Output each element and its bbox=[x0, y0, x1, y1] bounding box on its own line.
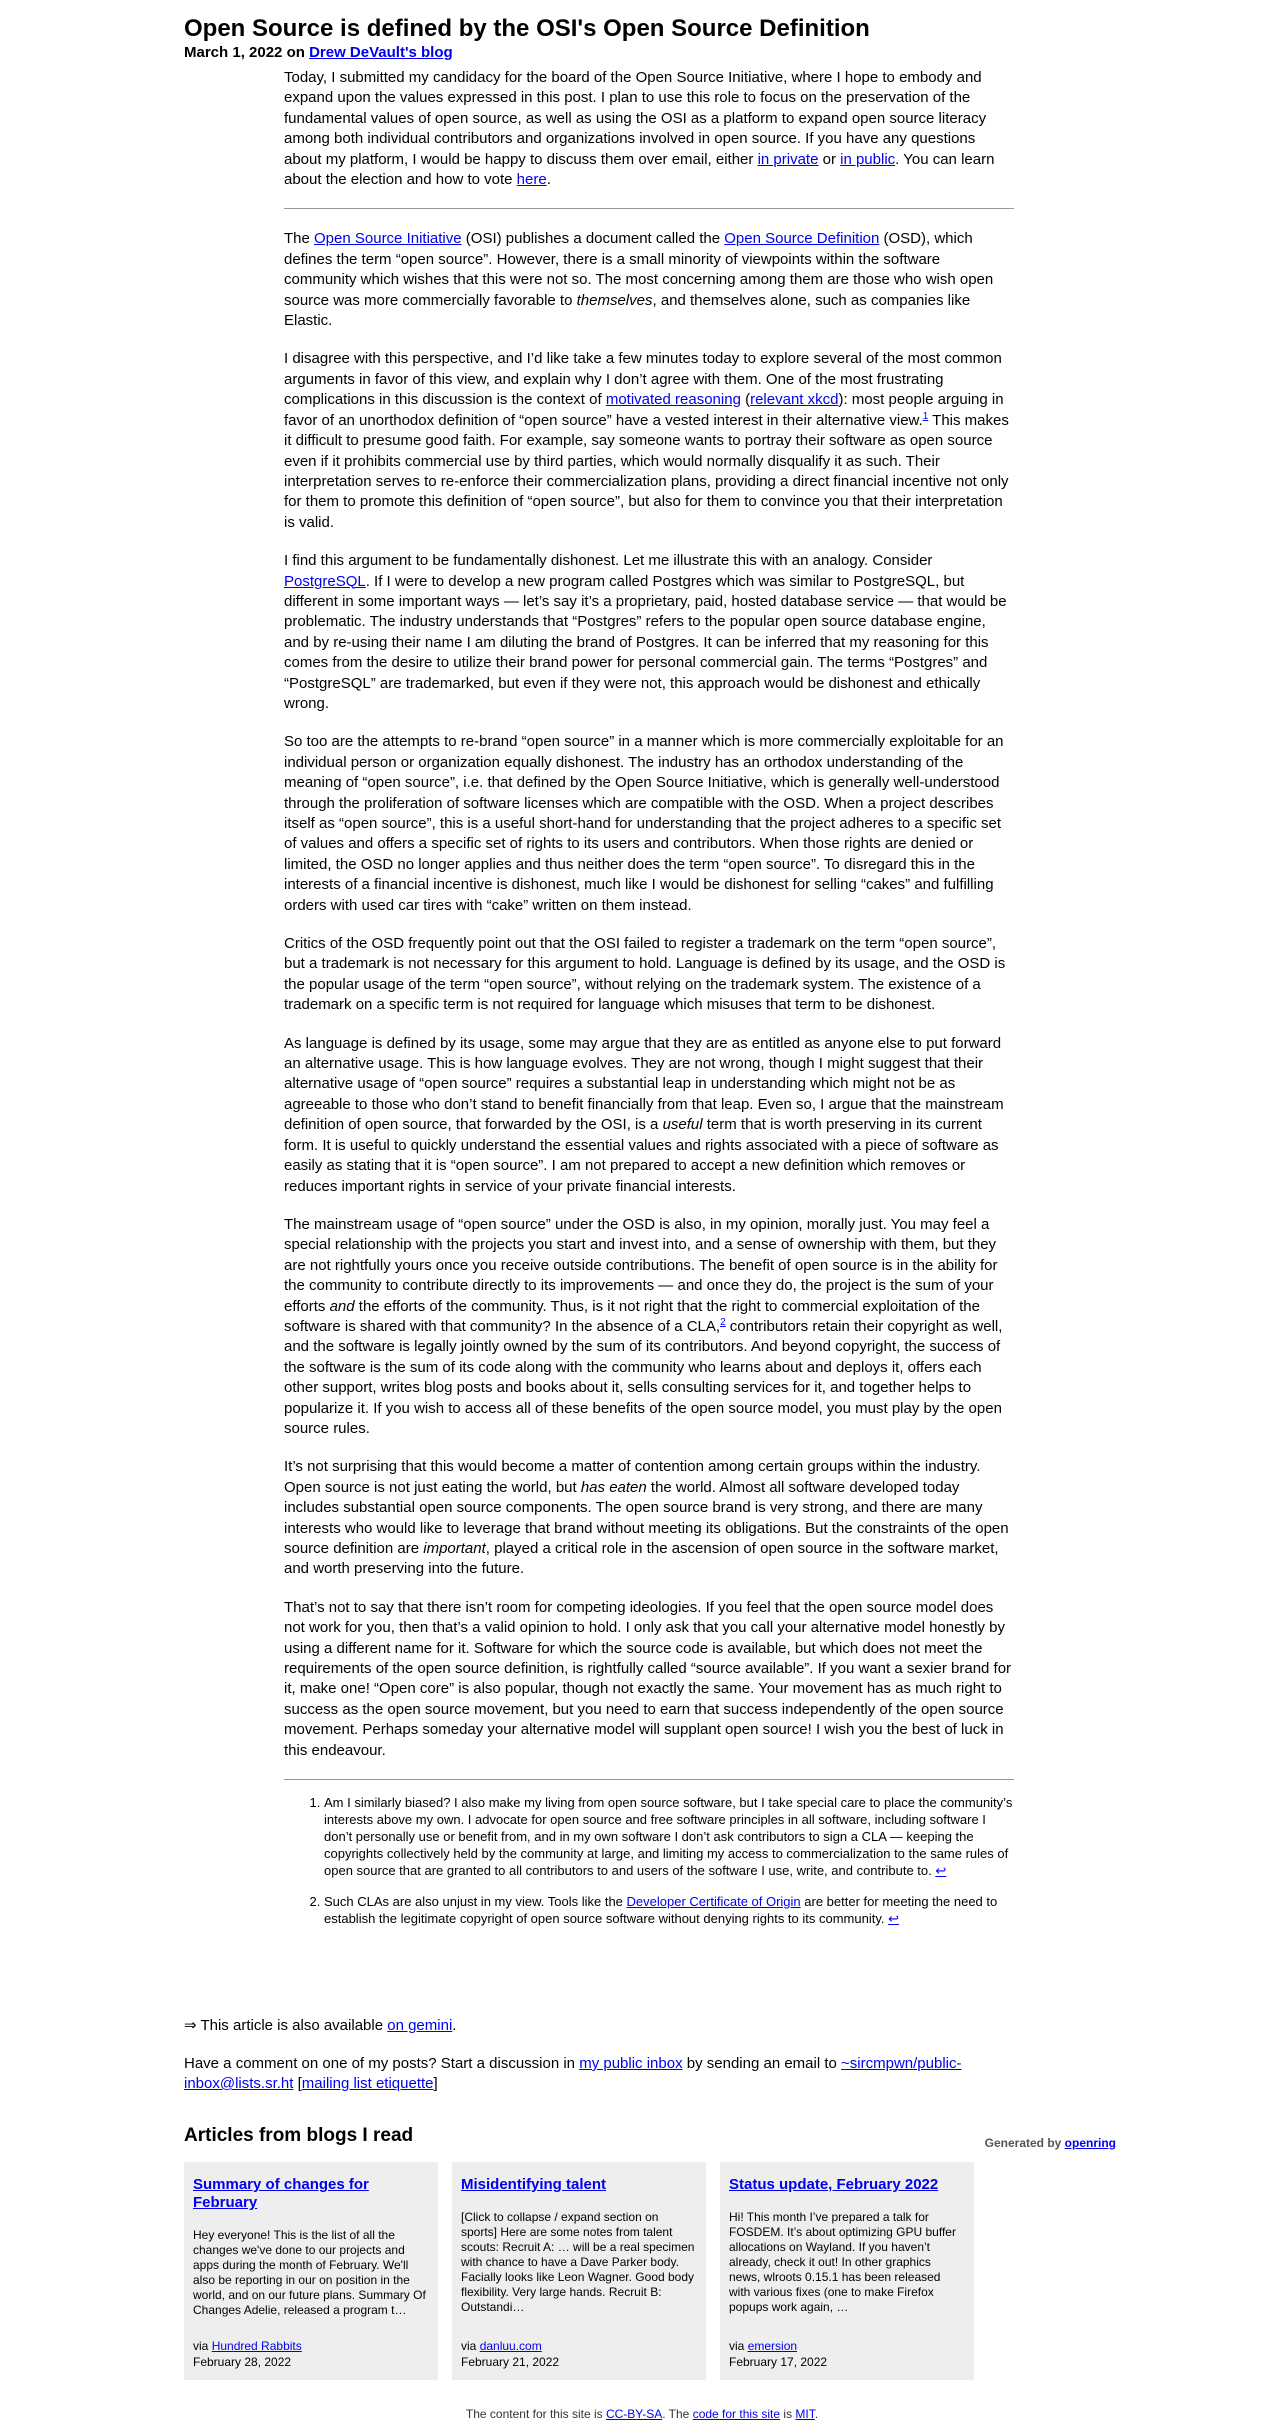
text: This article is also available bbox=[196, 2017, 388, 2034]
footnotes-divider bbox=[284, 1779, 1014, 1780]
text: the world. Almost all software developed today includes substantial open source components. The open source brand is very strong, and there are many interests who would like to leverage that brand without meeting its obligations. But the constraints of the open source definition are bbox=[284, 1478, 1009, 1557]
site-footer bbox=[0, 2407, 1284, 2421]
blog-card bbox=[720, 2162, 974, 2380]
text: As language is defined by its usage, some may argue that they are as entitled as anyone else to put forward an alternative usage. This is how language evolves. They are not wrong, though I might suggest that their alternative usage of “open source” requires a substantial leap in understanding which might not be as agreeable to those who don’t stand to benefit financially from that leap. Even so, I argue that the mainstream definition of open source, that forwarded by the OSI, is a bbox=[284, 1034, 1004, 1134]
post-date: March 1, 2022 bbox=[184, 44, 283, 61]
post-footer bbox=[184, 2016, 1064, 2112]
blog-card-source-link[interactable]: emersion bbox=[747, 2339, 798, 2353]
blog-card-title-link[interactable]: Summary of changes for February bbox=[193, 2176, 369, 2211]
private-link[interactable]: in private bbox=[757, 150, 819, 168]
blog-card-meta bbox=[461, 2338, 559, 2370]
gemini-link[interactable]: on gemini bbox=[387, 2017, 453, 2034]
text: ] bbox=[433, 2075, 438, 2092]
gemini-note bbox=[184, 2016, 1064, 2036]
postgresql-link[interactable]: PostgreSQL bbox=[284, 572, 366, 590]
dco-link[interactable]: Developer Certificate of Origin bbox=[626, 1894, 801, 1910]
paragraph: That’s not to say that there isn’t room for competing ideologies. If you feel that the open source model does not work for you, then that’s a valid opinion to hold. I only ask that you call your alternative model honestly by using a different name for it. Software for which the source code is available, but which does not meet the requirements of the open source definition, is rightfully called “source available”. If you want a sexier brand for it, make one! “Open core” is also popular, though not exactly the same. Your movement has as much right to success as the open source movement, but you need to earn that success independently of the open source movement. Perhaps someday your alternative model will supplant open source! I wish you the best of luck in this endeavour. bbox=[284, 1598, 1012, 1759]
text: , and themselves alone, such as companies like Elastic. bbox=[284, 291, 971, 330]
text: . bbox=[546, 171, 551, 189]
blog-cards bbox=[184, 2162, 974, 2380]
text: term that is worth preserving in its current form. It is useful to quickly understand the essential values and rights associated with a piece of software as easily as stating that it is “open source”. I am not prepared to accept a new definition which removes or reduces important rights in service of your private financial interests. bbox=[284, 1116, 999, 1195]
post-byline bbox=[184, 44, 1084, 62]
osi-link[interactable]: Open Source Initiative bbox=[314, 230, 462, 248]
xkcd-link[interactable]: relevant xkcd bbox=[750, 391, 839, 409]
blog-card-source-link[interactable]: danluu.com bbox=[479, 2339, 542, 2353]
blog-card-excerpt: Hey everyone! This is the list of all the changes we've done to our projects and apps during the month of February. We'll also be reporting in our on position in the world, and on our future plans. Summary Of Changes Adelie, released a program t… bbox=[193, 2228, 426, 2317]
text: ): most people arguing in favor of an unorthodox definition of “open source” have a vested interest in their alternative view. bbox=[284, 391, 1004, 429]
text: contributors retain their copyright as well, and the software is legally jointly owned by the sum of its contributors. And beyond copyright, the success of the software is the sum of its code along with the community who learns about and deploys it, offers each other support, writes blog posts and books about it, sells consulting services for it, and together helps to popularize it. If you wish to access all of these benefits of the open source model, you must play by the open source rules. bbox=[284, 1317, 1003, 1437]
blog-card-title-link[interactable]: Status update, February 2022 bbox=[729, 2176, 939, 2193]
text: It’s not surprising that this would become a matter of contention among certain groups within the industry. Open source is not just eating the world, but bbox=[284, 1458, 981, 1496]
footnote-ref-2[interactable]: 2 bbox=[720, 1316, 726, 1328]
text: , played a critical role in the ascension of open source in the software market, and worth preserving into the future. bbox=[284, 1540, 999, 1578]
text: via bbox=[461, 2339, 480, 2353]
post-header bbox=[184, 14, 1084, 62]
emphasis: useful bbox=[662, 1116, 703, 1134]
blog-card-meta bbox=[729, 2338, 827, 2370]
openring-link[interactable]: openring bbox=[1064, 2136, 1116, 2150]
text: I find this argument to be fundamentally dishonest. Let me illustrate this with an analogy. Consider bbox=[284, 552, 933, 570]
paragraph bbox=[284, 551, 1014, 714]
text: or bbox=[818, 150, 841, 168]
footnote-ref-1[interactable]: 1 bbox=[922, 410, 929, 422]
blog-card-date: February 28, 2022 bbox=[193, 2355, 292, 2369]
blogs-header bbox=[184, 2124, 1116, 2148]
paragraph bbox=[284, 349, 1014, 533]
text: . bbox=[814, 2407, 819, 2421]
source-code-link[interactable]: code for this site bbox=[692, 2407, 781, 2421]
arrow-icon: ⇒ bbox=[184, 2017, 197, 2034]
paragraph: Critics of the OSD frequently point out that the OSI failed to register a trademark on the term “open source”, but a trademark is not necessary for this argument to hold. Language is defined by its usage, and the OSD is the popular usage of the term “open source”, without relying on the trademark system. The existence of a trademark on a specific term is not required for language which misuses that term to be dishonest. bbox=[284, 935, 1006, 1014]
blog-card bbox=[452, 2162, 706, 2380]
text: (OSD), which defines the term “open source”. However, there is a small minority of viewpoints within the software community which wishes that this were not so. The most concerning among them are those who wish open source was more commercially favorable to bbox=[284, 230, 994, 309]
public-link[interactable]: in public bbox=[840, 150, 896, 168]
footnote-list bbox=[284, 1794, 1014, 1927]
emphasis: has eaten bbox=[580, 1478, 647, 1496]
divider bbox=[284, 208, 1014, 209]
blog-card-meta bbox=[193, 2338, 302, 2370]
paragraph bbox=[284, 1034, 1014, 1197]
blog-card-date: February 21, 2022 bbox=[461, 2355, 560, 2369]
blog-card-title-link[interactable]: Misidentifying talent bbox=[461, 2176, 607, 2193]
blog-card bbox=[184, 2162, 438, 2380]
text: (OSI) publishes a document called the bbox=[461, 230, 725, 248]
public-inbox-link[interactable]: my public inbox bbox=[579, 2055, 683, 2072]
mailing-list-etiquette-link[interactable]: mailing list etiquette bbox=[301, 2075, 434, 2092]
text: . If I were to develop a new program called Postgres which was similar to PostgreSQL, but different in some important ways — let’s say it’s a proprietary, paid, hosted database service — that would be problematic. The industry understands that “Postgres” refers to the popular open source database engine, and by re-using their name I am diluting the brand of Postgres. It can be inferred that my reasoning for this comes from the desire to utilize their brand power for personal commercial gain. The terms “Postgres” and “PostgreSQL” are trademarked, but even if they were not, this approach would be dishonest and ethically wrong. bbox=[284, 572, 1007, 712]
text: ( bbox=[740, 391, 751, 409]
footnote-back-1[interactable]: ↩ bbox=[935, 1863, 947, 1879]
emphasis: and bbox=[329, 1297, 355, 1315]
footnote-1 bbox=[324, 1794, 1014, 1879]
text: via bbox=[193, 2339, 212, 2353]
emphasis: important bbox=[423, 1540, 486, 1557]
blog-card-excerpt: [Click to collapse / expand section on sports] Here are some notes from talent scouts: Recruit A: … will be a real specimen with chance to have a Dave Parker body. Facially looks like Leon Wagner. Good body flexibility. Very large hands. Recruit B: Outstandi… bbox=[461, 2210, 695, 2314]
text: by sending an email to bbox=[682, 2055, 842, 2072]
text: Today, I submitted my candidacy for the board of the Open Source Initiative, where I hope to embody and expand upon the values expressed in this post. I plan to use this role to focus on the preservation of the fundamental values of open source, as well as using the OSI as a platform to expand open source literacy among both individual contributors and organizations involved in open source. If you have any questions about my platform, I would be happy to discuss them over email, either bbox=[284, 69, 987, 168]
emphasis: themselves bbox=[576, 291, 653, 309]
text: The mainstream usage of “open source” under the OSD is also, in my opinion, morally just. You may feel a special relationship with the projects you start and invest into, and a sense of ownership with them, but they are not rightfully yours once you receive outside contributions. The benefit of open source is in the ability for the community to contribute directly to its improvements — and once they do, the project is the sum of your efforts bbox=[284, 1215, 998, 1315]
text: The bbox=[284, 230, 315, 248]
text: via bbox=[729, 2339, 748, 2353]
text: . bbox=[452, 2017, 457, 2034]
comment-note bbox=[184, 2054, 1064, 2094]
text: The content for this site is bbox=[465, 2407, 606, 2421]
text: Am I similarly biased? I also make my living from open source software, but I take special care to place the community’s interests above my own. I advocate for open source and free software principles in all software, including software I don’t personally use or benefit from, and in my own software I don’t ask contributors to sign a CLA — keeping the copyrights collectively held by the community at large, and limiting my access to commercialization to the same rules of open source that are granted to all contributors to and users of the software I use, write, and contribute to. bbox=[324, 1795, 1013, 1879]
vote-link[interactable]: here bbox=[516, 171, 547, 189]
paragraph bbox=[284, 1215, 1014, 1439]
post-title: Open Source is defined by the OSI's Open Source Definition bbox=[184, 15, 870, 42]
article-body bbox=[284, 68, 1014, 1941]
paragraph: So too are the attempts to re-brand “open source” in a manner which is more commercially exploitable for an individual person or organization equally dishonest. The industry has an orthodox understanding of the meaning of “open source”, i.e. that defined by the Open Source Initiative, which is generally well-understood through the proliferation of software licenses which are compatible with the OSD. When a project describes itself as “open source”, this is a useful short-hand for understanding that the project adheres to a specific set of values and offers a specific set of rights to its users and contributors. When those rights are denied or limited, the OSD no longer applies and thus neither does the term “open source”. To disregard this in the interests of a financial incentive is dishonest, much like I would be dishonest for selling “cakes” and fulfilling orders with used car tires with “cake” written on them instead. bbox=[284, 733, 1004, 914]
blog-card-source-link[interactable]: Hundred Rabbits bbox=[211, 2339, 302, 2353]
mailing-list-email-link[interactable]: ~sircmpwn/public-inbox@lists.sr.ht bbox=[184, 2055, 962, 2092]
mit-license-link[interactable]: MIT bbox=[795, 2407, 815, 2421]
generated-by bbox=[985, 2136, 1116, 2150]
text: Have a comment on one of my posts? Start a discussion in bbox=[184, 2055, 580, 2072]
text: I disagree with this perspective, and I’d like take a few minutes today to explore several of the most common arguments in favor of this view, and explain why I don’t agree with them. One of the most frustrating complications in this discussion is the context of bbox=[284, 350, 1002, 409]
footnotes bbox=[284, 1779, 1014, 1927]
osd-link[interactable]: Open Source Definition bbox=[724, 230, 880, 248]
footnote-2 bbox=[324, 1893, 1014, 1927]
text: . The bbox=[662, 2407, 693, 2421]
license-link[interactable]: CC-BY-SA bbox=[605, 2407, 663, 2421]
blog-link[interactable]: Drew DeVault's blog bbox=[309, 44, 453, 61]
text: Such CLAs are also unjust in my view. Tools like the bbox=[324, 1894, 627, 1910]
text: Generated by bbox=[984, 2136, 1065, 2150]
byline-on: on bbox=[282, 44, 310, 61]
text: is bbox=[780, 2407, 796, 2421]
paragraph bbox=[284, 1457, 1014, 1579]
blogs-heading: Articles from blogs I read bbox=[184, 2125, 414, 2146]
text: . You can learn about the election and how to vote bbox=[284, 150, 995, 189]
footnote-back-2[interactable]: ↩ bbox=[888, 1911, 900, 1927]
blog-card-date: February 17, 2022 bbox=[729, 2355, 828, 2369]
paragraph bbox=[284, 229, 1014, 331]
intro-paragraph bbox=[284, 68, 1014, 190]
text: [ bbox=[293, 2075, 302, 2092]
text: the efforts of the community. Thus, is it not right that the right to commercial exploitation of the software is shared with that community? In the absence of a CLA, bbox=[284, 1297, 980, 1335]
text: This makes it difficult to presume good faith. For example, say someone wants to portray their software as open source even if it prohibits commercial use by third parties, which would normally disqualify it as such. Their interpretation serves to re-enforce their commercialization plans, providing a direct financial incentive not only for them to promote this definition of “open source”, but also for them to convince you that their interpretation is valid. bbox=[284, 411, 1009, 531]
motivated-reasoning-link[interactable]: motivated reasoning bbox=[605, 391, 741, 409]
blog-card-excerpt: Hi! This month I’ve prepared a talk for FOSDEM. It’s about optimizing GPU buffer allocations on Wayland. If you haven’t already, check it out! In other graphics news, wlroots 0.15.1 has been released with various fixes (one to make Firefox popups work again, … bbox=[729, 2210, 956, 2314]
text: are better for meeting the need to establish the legitimate copyright of open source software without denying rights to its community. bbox=[324, 1894, 998, 1927]
